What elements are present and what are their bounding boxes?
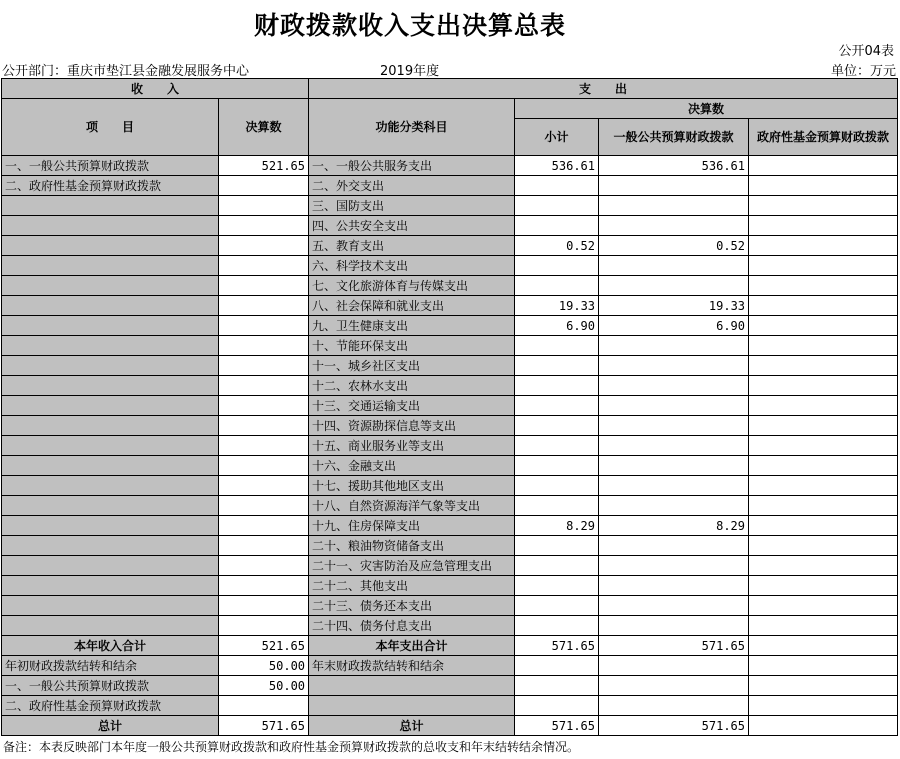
item-header: 项 目 [2,99,219,156]
table-row [2,556,898,576]
carry-general-out-label [309,676,515,696]
income-item-value [219,576,309,596]
expense-subtotal-value [515,496,599,516]
expense-category-label: 二十二、其他支出 [309,576,515,596]
expense-general-value [599,596,749,616]
func-class-header: 功能分类科目 [309,99,515,156]
expense-category-label: 八、社会保障和就业支出 [309,296,515,316]
empty-cell [749,676,898,696]
income-item-label [2,616,219,636]
general-budget-header: 一般公共预算财政拨款 [599,119,749,156]
expense-general-value: 19.33 [599,296,749,316]
income-item-label [2,256,219,276]
income-item-label [2,196,219,216]
income-item-value: 521.65 [219,156,309,176]
expense-category-label: 十八、自然资源海洋气象等支出 [309,496,515,516]
income-item-value [219,196,309,216]
income-item-value [219,456,309,476]
expense-category-label: 二十三、债务还本支出 [309,596,515,616]
expense-category-label: 七、文化旅游体育与传媒支出 [309,276,515,296]
income-item-label [2,576,219,596]
income-item-value [219,316,309,336]
expense-subtotal-value [515,376,599,396]
expense-general-value: 536.61 [599,156,749,176]
expense-fund-value [749,216,898,236]
expense-general-value [599,356,749,376]
income-item-label [2,596,219,616]
unit-label: 单位：万元 [830,64,896,79]
subtotal-header: 小计 [515,119,599,156]
income-header: 收 入 [2,79,309,99]
expense-general-value [599,576,749,596]
expense-category-label: 二、外交支出 [309,176,515,196]
income-item-value [219,176,309,196]
expense-general-value [599,376,749,396]
expense-category-label: 二十、粮油物资储备支出 [309,536,515,556]
carry-in-label: 年初财政拨款结转和结余 [2,656,219,676]
table-row [2,456,898,476]
income-item-value [219,296,309,316]
grand-in-value: 571.65 [219,716,309,736]
expense-subtotal-value [515,396,599,416]
expense-general-value [599,536,749,556]
table-row [2,576,898,596]
expense-category-label: 十一、城乡社区支出 [309,356,515,376]
income-item-label [2,356,219,376]
footnote: 备注：本表反映部门本年度一般公共预算财政拨款和政府性基金预算财政拨款的总收支和年末结转结余情况。 [3,740,580,754]
expense-category-label: 四、公共安全支出 [309,216,515,236]
expense-general-value [599,396,749,416]
expense-fund-value [749,536,898,556]
final-amount-header: 决算数 [515,99,898,119]
income-item-label [2,216,219,236]
income-item-label [2,276,219,296]
totals-body [2,636,898,736]
expense-fund-value [749,296,898,316]
expense-fund-value [749,476,898,496]
expense-header: 支 出 [309,79,898,99]
expense-fund-value [749,156,898,176]
income-item-value [219,416,309,436]
expense-category-label: 三、国防支出 [309,196,515,216]
expense-fund-value [749,596,898,616]
expense-category-label: 十六、金融支出 [309,456,515,476]
table-row [2,176,898,196]
expense-general-value [599,556,749,576]
income-item-label [2,456,219,476]
income-item-value [219,556,309,576]
fiscal-year: 2019年度 [380,64,440,79]
expense-subtotal-value [515,556,599,576]
expense-category-label: 九、卫生健康支出 [309,316,515,336]
table-body [2,156,898,636]
expense-general-value [599,196,749,216]
expense-subtotal-value [515,436,599,456]
expense-fund-value [749,256,898,276]
table-row [2,216,898,236]
income-item-label [2,436,219,456]
meta-row [2,60,896,78]
income-item-value [219,256,309,276]
income-item-value [219,596,309,616]
expense-category-label: 一、一般公共服务支出 [309,156,515,176]
expense-fund-value [749,336,898,356]
expense-category-label: 十七、援助其他地区支出 [309,476,515,496]
income-item-label [2,376,219,396]
expense-category-label: 十二、农林水支出 [309,376,515,396]
expense-fund-value [749,496,898,516]
expense-fund-value [749,276,898,296]
expense-fund-value [749,236,898,256]
table-row [2,296,898,316]
income-item-label [2,336,219,356]
expense-subtotal-value [515,216,599,236]
income-item-value [219,276,309,296]
expense-fund-value [749,556,898,576]
income-item-label [2,516,219,536]
expense-fund-value [749,576,898,596]
income-item-label [2,396,219,416]
carry-out-general [599,656,749,676]
income-item-value [219,376,309,396]
expense-category-label: 二十四、债务付息支出 [309,616,515,636]
table-row [2,516,898,536]
income-item-label [2,316,219,336]
table-row [2,376,898,396]
expense-subtotal-value [515,536,599,556]
expense-subtotal-value: 0.52 [515,236,599,256]
income-item-value [219,216,309,236]
carry-in-general-label: 一、一般公共预算财政拨款 [2,676,219,696]
expense-category-label: 十、节能环保支出 [309,336,515,356]
expense-subtotal-value [515,356,599,376]
grand-in-label: 总计 [2,716,219,736]
carry-in-value: 50.00 [219,656,309,676]
table-row [2,316,898,336]
expense-category-label: 十五、商业服务业等支出 [309,436,515,456]
expense-general-value [599,256,749,276]
expense-fund-value [749,176,898,196]
expense-fund-value [749,316,898,336]
carry-out-label: 年末财政拨款结转和结余 [309,656,515,676]
expense-general-value: 8.29 [599,516,749,536]
grand-out-subtotal: 571.65 [515,716,599,736]
expense-category-label: 十四、资源勘探信息等支出 [309,416,515,436]
expense-fund-value [749,616,898,636]
expense-fund-value [749,196,898,216]
expense-general-value [599,476,749,496]
amount-header: 决算数 [219,99,309,156]
department-label: 公开部门：重庆市垫江县金融发展服务中心 [2,64,250,79]
income-item-label [2,536,219,556]
grand-out-general: 571.65 [599,716,749,736]
income-item-value [219,396,309,416]
fund-budget-header: 政府性基金预算财政拨款 [749,119,898,156]
carry-in-fund-label: 二、政府性基金预算财政拨款 [2,696,219,716]
form-number: 公开04表 [838,44,894,59]
expense-fund-value [749,456,898,476]
table-row [2,276,898,296]
income-item-value [219,356,309,376]
expense-category-label: 二十一、灾害防治及应急管理支出 [309,556,515,576]
income-total-value: 521.65 [219,636,309,656]
income-item-label: 二、政府性基金预算财政拨款 [2,176,219,196]
expense-subtotal-value [515,176,599,196]
table-row [2,236,898,256]
empty-cell [749,696,898,716]
table-row [2,356,898,376]
expense-general-value [599,276,749,296]
carry-in-fund-value [219,696,309,716]
income-total-label: 本年收入合计 [2,636,219,656]
expense-category-label: 五、教育支出 [309,236,515,256]
table-row [2,476,898,496]
expense-general-value [599,416,749,436]
carry-fund-row [2,696,898,716]
expense-subtotal-value [515,616,599,636]
expense-fund-value [749,376,898,396]
empty-cell [515,696,599,716]
expense-general-value [599,496,749,516]
report-title: 财政拨款收入支出决算总表 [253,11,566,40]
empty-cell [599,676,749,696]
expense-fund-value [749,396,898,416]
income-item-value [219,336,309,356]
expense-general-value [599,456,749,476]
expense-fund-value [749,436,898,456]
expense-total-general: 571.65 [599,636,749,656]
income-item-value [219,436,309,456]
empty-cell [515,676,599,696]
income-item-label: 一、一般公共预算财政拨款 [2,156,219,176]
table-row [2,596,898,616]
income-item-label [2,416,219,436]
expense-subtotal-value: 8.29 [515,516,599,536]
expense-subtotal-value: 6.90 [515,316,599,336]
income-item-label [2,556,219,576]
expense-category-label: 六、科学技术支出 [309,256,515,276]
income-item-value [219,616,309,636]
table-row [2,536,898,556]
expense-subtotal-value: 536.61 [515,156,599,176]
income-item-value [219,516,309,536]
grand-total-row [2,716,898,736]
table-row [2,436,898,456]
expense-subtotal-value [515,476,599,496]
income-item-label [2,496,219,516]
table-row [2,336,898,356]
expense-total-label: 本年支出合计 [309,636,515,656]
expense-general-value [599,336,749,356]
expense-general-value [599,436,749,456]
expense-general-value: 6.90 [599,316,749,336]
expense-fund-value [749,356,898,376]
income-item-value [219,536,309,556]
expense-subtotal-value [515,196,599,216]
carry-fund-out-label [309,696,515,716]
expense-subtotal-value [515,336,599,356]
income-item-value [219,496,309,516]
expense-subtotal-value [515,416,599,436]
expense-general-value: 0.52 [599,236,749,256]
expense-subtotal-value [515,276,599,296]
grand-out-label: 总计 [309,716,515,736]
total-row [2,636,898,656]
budget-table [1,78,898,736]
expense-subtotal-value [515,596,599,616]
expense-general-value [599,616,749,636]
income-item-value [219,236,309,256]
expense-total-subtotal: 571.65 [515,636,599,656]
expense-fund-value [749,516,898,536]
empty-cell [599,696,749,716]
expense-fund-value [749,416,898,436]
table-row [2,496,898,516]
table-row [2,416,898,436]
expense-total-fund [749,636,898,656]
expense-general-value [599,176,749,196]
grand-out-fund [749,716,898,736]
expense-general-value [599,216,749,236]
carry-row [2,656,898,676]
table-row [2,156,898,176]
carry-in-general-value: 50.00 [219,676,309,696]
expense-subtotal-value [515,256,599,276]
expense-subtotal-value: 19.33 [515,296,599,316]
expense-subtotal-value [515,576,599,596]
income-item-label [2,476,219,496]
table-row [2,616,898,636]
expense-subtotal-value [515,456,599,476]
expense-category-label: 十三、交通运输支出 [309,396,515,416]
table-row [2,396,898,416]
carry-out-fund [749,656,898,676]
income-item-value [219,476,309,496]
table-row [2,256,898,276]
income-item-label [2,236,219,256]
income-item-label [2,296,219,316]
expense-category-label: 十九、住房保障支出 [309,516,515,536]
carry-general-row [2,676,898,696]
carry-out-subtotal [515,656,599,676]
table-row [2,196,898,216]
